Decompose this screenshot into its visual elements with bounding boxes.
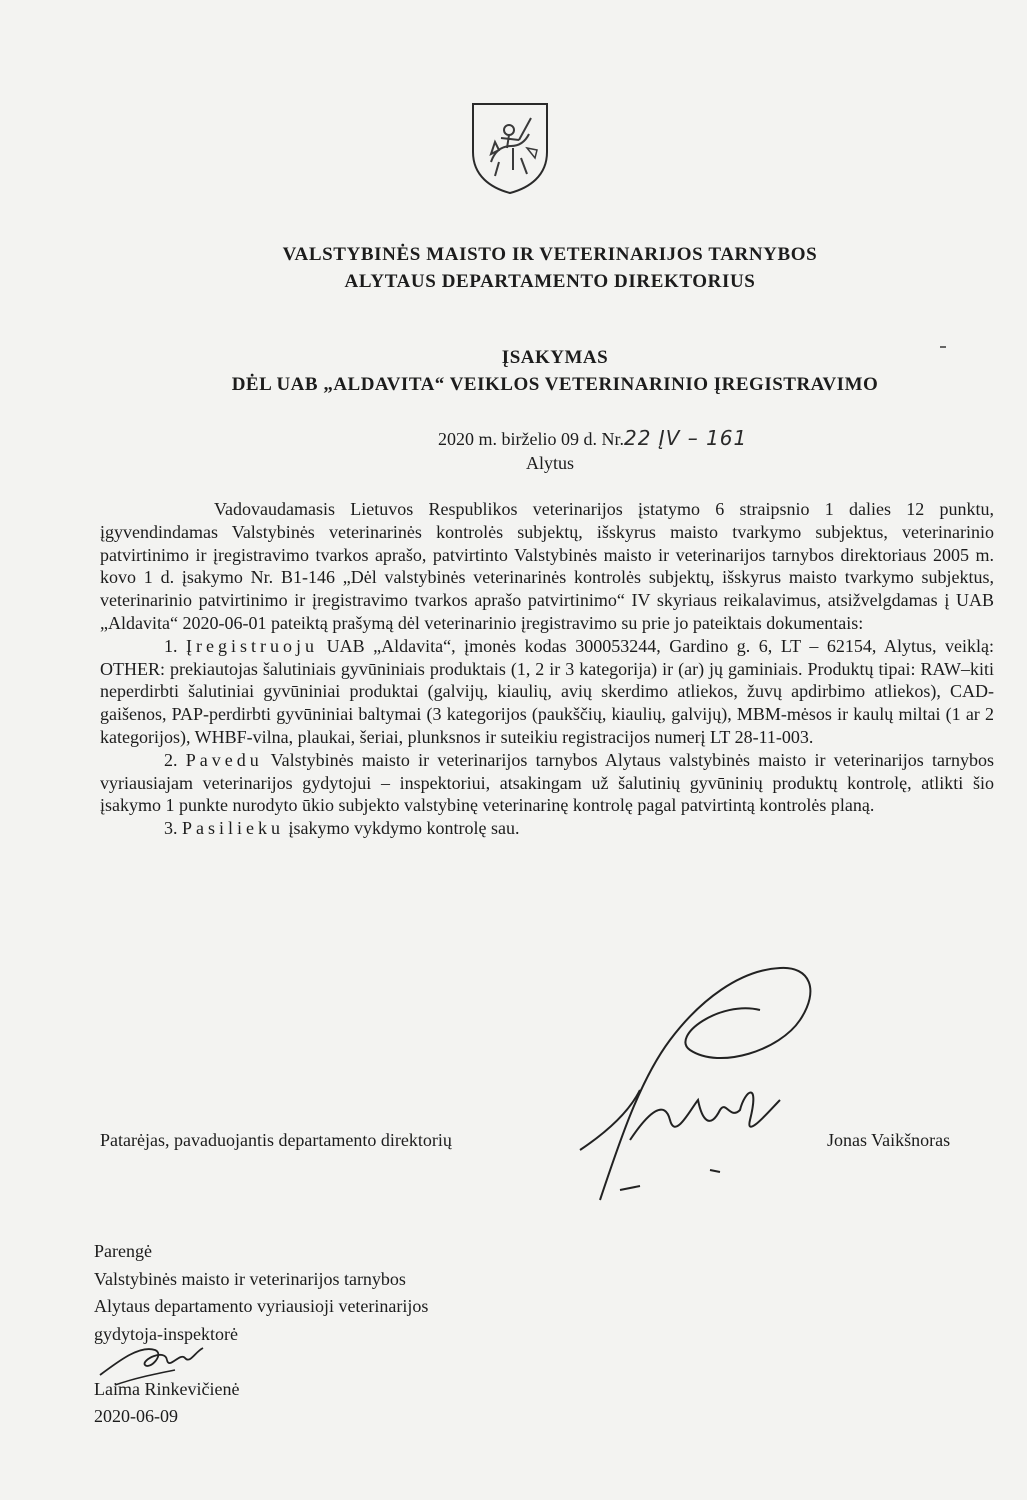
document-type: ĮSAKYMAS: [501, 347, 609, 368]
document-title: DĖL UAB „ALDAVITA“ VEIKLOS VETERINARINIO ĮREGISTRAVIMO: [231, 374, 879, 395]
item-3-text: įsakymo vykdymo kontrolę sau.: [288, 818, 520, 839]
prepared-org-line-2: Alytaus departamento vyriausioji veterinarijos: [94, 1296, 429, 1316]
prepared-org-line-1: Valstybinės maisto ir veterinarijos tarnybos: [94, 1268, 406, 1289]
signatory-role: Patarėjas, pavaduojantis departamento direktorių: [100, 1130, 452, 1150]
director-signature-icon: [570, 960, 830, 1210]
document-place: Alytus: [526, 453, 575, 473]
organization-subtitle: ALYTAUS DEPARTAMENTO DIREKTORIUS: [344, 271, 756, 292]
intro-paragraph: Vadovaudamasis Lietuvos Respublikos veterinarijos įstatymo 6 straipsnio 1 dalies 12 punktu, įgyvendindamas Valstybinės veterinarinės kontrolės subjektų, išskyrus maisto tvarkymo subjektus, veterinarinio patvirtinimo ir įregistravimo tvarkos aprašo, patvirtinto Valstybinės maisto ir veterinarijos tarnybos direktoriaus 2005 m. kovo 1 d. įsakymo Nr. B1-146 „Dėl valstybinės veterinarinės kontrolės subjektų, išskyrus maisto tvarkymo subjektus, veterinarinio patvirtinimo ir įregistravimo tvarkos aprašo patvirtinimo“ IV skyriaus reikalavimus, atsižvelgdamas į UAB „Aldavita“ 2020-06-01 pateiktą prašymą dėl veterinarinio įregistravimo su prie jo pateiktais dokumentais:: [100, 499, 994, 633]
signatory-name: Jonas Vaikšnoras: [827, 1130, 951, 1150]
item-1: [100, 635, 994, 749]
document-date: 2020 m. birželio 09 d. Nr.: [438, 429, 624, 449]
organization-name: VALSTYBINĖS MAISTO IR VETERINARIJOS TARNYBOS: [282, 244, 818, 265]
item-2: [100, 749, 994, 817]
prepared-position: gydytoja-inspektorė: [94, 1323, 238, 1344]
stray-mark: [940, 346, 946, 348]
document-number: 22 ĮV – 161: [623, 426, 748, 450]
document-body: [100, 498, 994, 840]
item-2-text: Valstybinės maisto ir veterinarijos tarnybos Alytaus valstybinės maisto ir veterinarijos tarnybos vyriausiajam veterinarijos gydytojui – inspektoriui, atsakingam už šalutinių gyvūninių produktų kontrolę, atlikti šio įsakymo 1 punkte nurodyto ūkio subjekto valstybinę veterinarinę kontrolę pagal patvirtintą kontrolės planą.: [100, 749, 994, 816]
prepared-name: Laima Rinkevičienė: [94, 1378, 240, 1399]
item-2-verb: Pavedu: [185, 749, 263, 770]
item-1-number: 1.: [164, 635, 178, 656]
coat-of-arms-icon: [469, 100, 551, 196]
item-3-verb: Pasilieku: [182, 818, 284, 839]
prepared-date: 2020-06-09: [94, 1406, 178, 1426]
item-3: [100, 817, 994, 840]
item-3-number: 3.: [164, 818, 178, 839]
item-1-text: UAB „Aldavita“, įmonės kodas 300053244, Gardino g. 6, LT – 62154, Alytus, veiklą: OTHER: prekiautojas šalutiniais gyvūniniais produktais (1, 2 ir 3 kategorija) ir (ar) jų gaminiais. Produktų tipai: RAW–kiti neperdirbti šalutiniai gyvūniniai produktai (galvijų, kiaulių, avių skerdimo atliekos, žuvų apdirbimo atliekos), CAD-gaišenos, PAP-perdirbti gyvūniniai baltymai (3 kategorijos (paukščių, kiaulių, galvijų), MBM-mėsos ir kaulų miltai (1 ar 2 kategorijos), WHBF-vilna, plaukai, šeriai, plunksnos ir suteikiu registracijos numerį LT 28-11-003.: [100, 635, 995, 747]
item-1-verb: Įregistruoju: [186, 635, 319, 656]
date-line: [438, 426, 747, 450]
item-2-number: 2.: [164, 749, 178, 770]
prepared-label: Parengė: [94, 1241, 152, 1261]
preparer-signature-icon: [95, 1330, 235, 1390]
